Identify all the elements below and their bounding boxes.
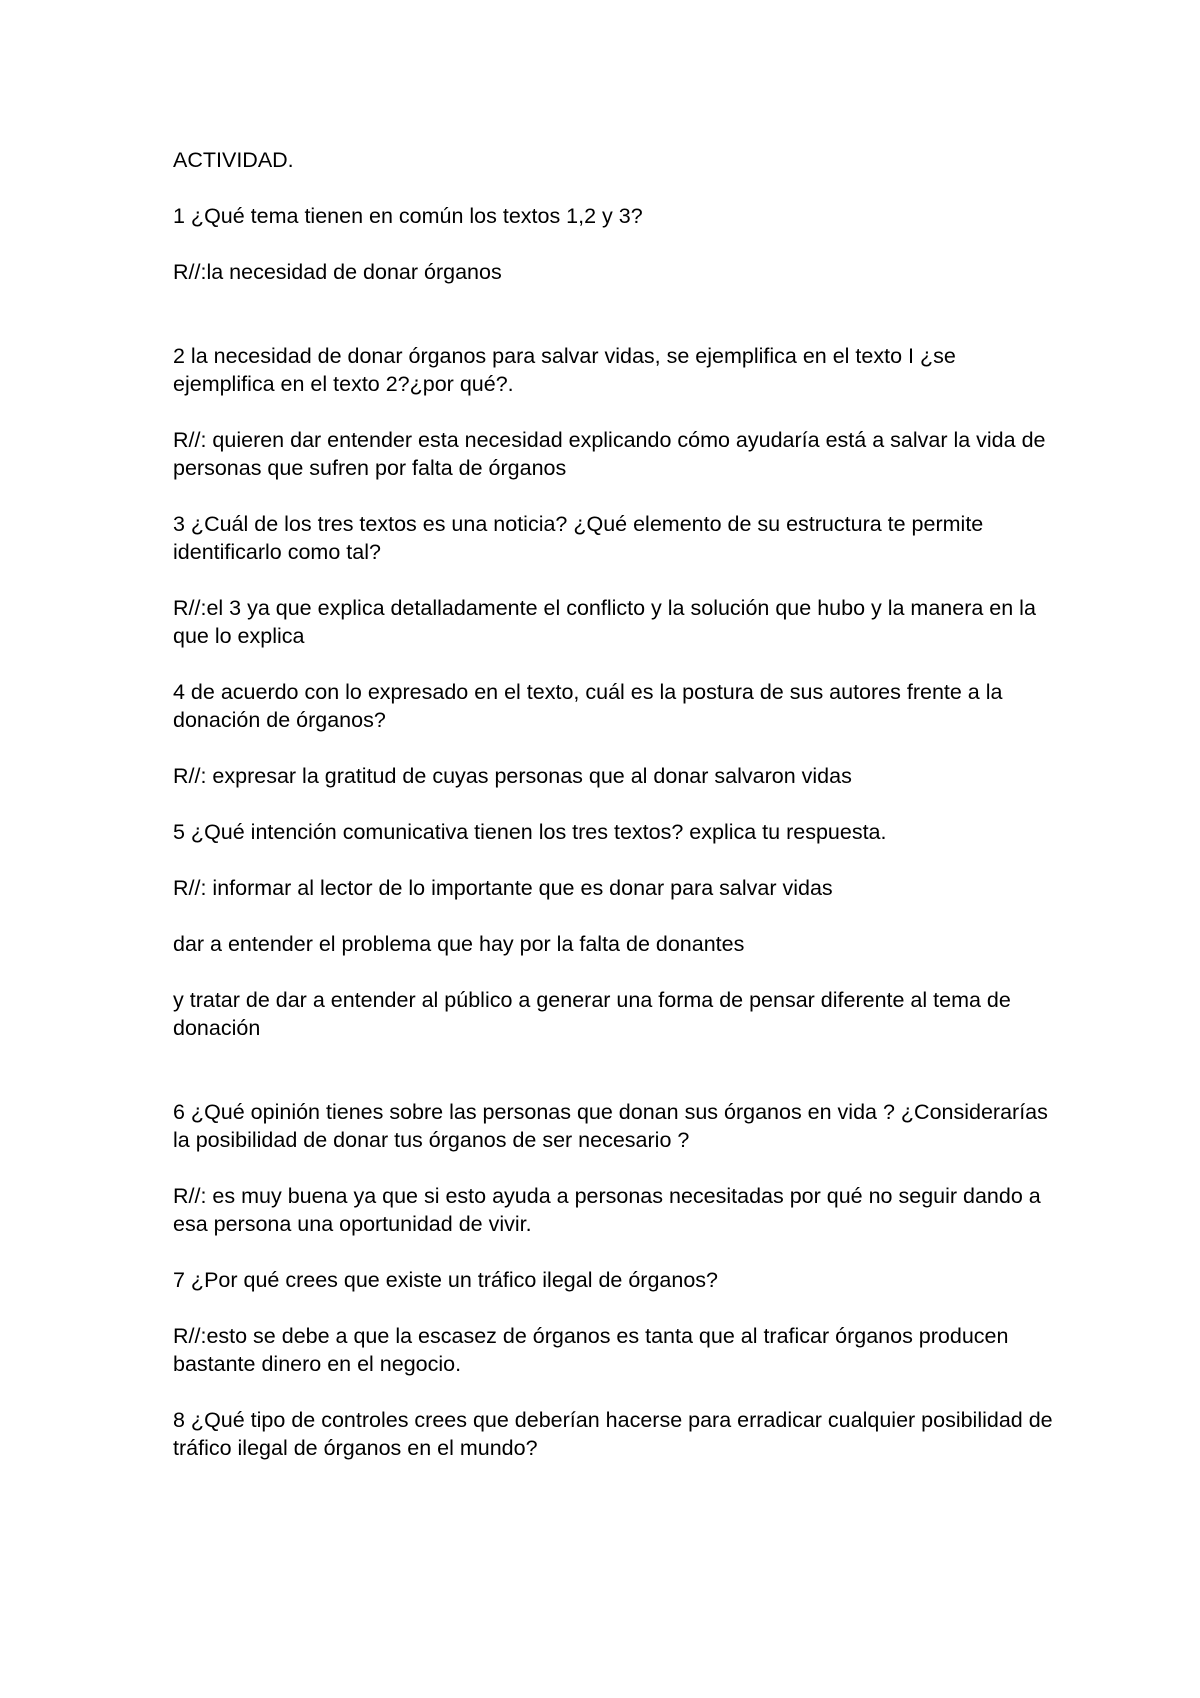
answer-3: R//:el 3 ya que explica detalladamente el conflicto y la solución que hubo y la manera en la que lo explica	[173, 596, 1042, 648]
answer-5-part-1: R//: informar al lector de lo importante que es donar para salvar vidas	[173, 876, 833, 900]
question-4: 4 de acuerdo con lo expresado en el texto, cuál es la postura de sus autores frente a la donación de órganos?	[173, 680, 1009, 732]
question-5: 5 ¿Qué intención comunicativa tienen los tres textos? explica tu respuesta.	[173, 820, 887, 844]
question-6: 6 ¿Qué opinión tienes sobre las personas que donan sus órganos en vida ? ¿Considerarías la posibilidad de donar tus órganos de ser necesario ?	[173, 1100, 1054, 1152]
answer-7: R//:esto se debe a que la escasez de órganos es tanta que al traficar órganos producen bastante dinero en el negocio.	[173, 1324, 1015, 1376]
question-3: 3 ¿Cuál de los tres textos es una noticia? ¿Qué elemento de su estructura te permite identificarlo como tal?	[173, 512, 990, 564]
answer-1: R//:la necesidad de donar órganos	[173, 260, 502, 284]
answer-2: R//: quieren dar entender esta necesidad explicando cómo ayudaría está a salvar la vida de personas que sufren por falta de órganos	[173, 428, 1052, 480]
answer-6: R//: es muy buena ya que si esto ayuda a personas necesitadas por qué no seguir dando a esa persona una oportunidad de vivir.	[173, 1184, 1047, 1236]
question-2: 2 la necesidad de donar órganos para salvar vidas, se ejemplifica en el texto I ¿se ejemplifica en el texto 2?¿por qué?.	[173, 344, 962, 396]
document-body	[173, 146, 1059, 1462]
answer-5-part-3: y tratar de dar a entender al público a generar una forma de pensar diferente al tema de donación	[173, 988, 1017, 1040]
question-8: 8 ¿Qué tipo de controles crees que deberían hacerse para erradicar cualquier posibilidad de tráfico ilegal de órganos en el mundo?	[173, 1408, 1059, 1460]
answer-5-part-2: dar a entender el problema que hay por la falta de donantes	[173, 932, 745, 956]
question-1: 1 ¿Qué tema tienen en común los textos 1,2 y 3?	[173, 204, 643, 228]
document-title: ACTIVIDAD.	[173, 148, 294, 172]
answer-4: R//: expresar la gratitud de cuyas personas que al donar salvaron vidas	[173, 764, 852, 788]
question-7: 7 ¿Por qué crees que existe un tráfico ilegal de órganos?	[173, 1268, 718, 1292]
